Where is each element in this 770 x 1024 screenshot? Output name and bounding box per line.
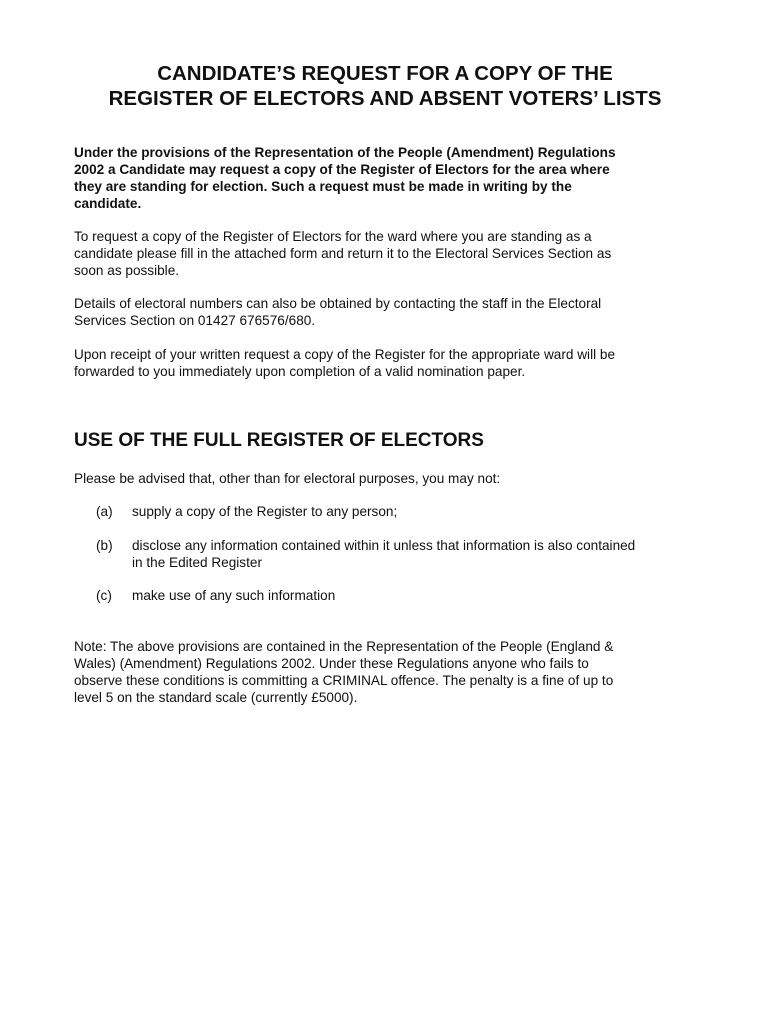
text-line: in the Edited Register — [132, 555, 262, 570]
list-item-text — [132, 503, 397, 520]
text-line: Wales) (Amendment) Regulations 2002. Under these Regulations anyone who fails to — [74, 656, 589, 671]
list-marker: (a) — [96, 504, 113, 519]
text-line: Under the provisions of the Representation of the People (Amendment) Regulations — [74, 145, 616, 160]
text-line: Services Section on 01427 676576/680. — [74, 313, 316, 328]
document-title — [40, 61, 730, 111]
text-line: Please be advised that, other than for electoral purposes, you may not: — [74, 471, 501, 486]
text-line: disclose any information contained within it unless that information is also contained — [132, 538, 636, 553]
text-line: make use of any such information — [132, 588, 336, 603]
text-line: level 5 on the standard scale (currently £5000). — [74, 690, 358, 705]
list-item-text — [132, 537, 635, 571]
list-marker: (b) — [96, 538, 113, 553]
list-item-text — [132, 587, 335, 604]
text-line: Note: The above provisions are contained in the Representation of the People (England & — [74, 639, 614, 654]
list-marker: (c) — [96, 588, 112, 603]
text-line: candidate please fill in the attached form and return it to the Electoral Services Section as — [74, 246, 612, 261]
text-line: candidate. — [74, 196, 142, 211]
intro-paragraph — [74, 144, 714, 212]
title-line: CANDIDATE’S REQUEST FOR A COPY OF THE — [157, 62, 613, 85]
note-paragraph — [74, 638, 714, 706]
text-line: supply a copy of the Register to any person; — [132, 504, 398, 519]
text-line: soon as possible. — [74, 263, 180, 278]
request-paragraph — [74, 228, 714, 279]
text-line: observe these conditions is committing a CRIMINAL offence. The penalty is a fine of up to — [74, 673, 614, 688]
advice-paragraph — [74, 470, 714, 487]
receipt-paragraph — [74, 346, 714, 380]
text-line: 2002 a Candidate may request a copy of the Register of Electors for the area where — [74, 162, 610, 177]
section-heading: USE OF THE FULL REGISTER OF ELECTORS — [74, 430, 484, 451]
text-line: To request a copy of the Register of Electors for the ward where you are standing as a — [74, 229, 592, 244]
title-line: REGISTER OF ELECTORS AND ABSENT VOTERS’ LISTS — [108, 87, 662, 110]
text-line: Upon receipt of your written request a copy of the Register for the appropriate ward will be — [74, 347, 616, 362]
text-line: Details of electoral numbers can also be obtained by contacting the staff in the Electoral — [74, 296, 602, 311]
text-line: forwarded to you immediately upon completion of a valid nomination paper. — [74, 364, 526, 379]
text-line: they are standing for election. Such a request must be made in writing by the — [74, 179, 572, 194]
details-paragraph — [74, 295, 714, 329]
